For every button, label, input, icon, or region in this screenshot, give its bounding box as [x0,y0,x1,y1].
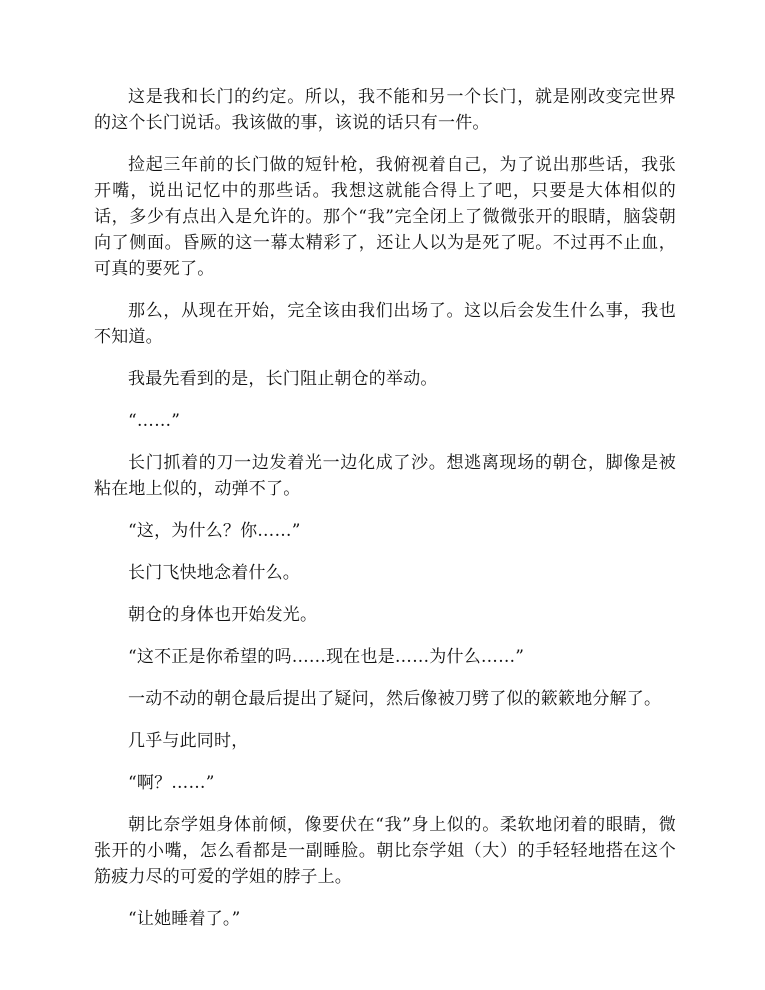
paragraph: “啊？……” [128,773,215,793]
paragraph: “这，为什么？你……” [128,521,301,541]
paragraph: 朝比奈学姐身体前倾，像要伏在“我”身上似的。柔软地闭着的眼睛，微张开的小嘴，怎么看都是一副睡脸。朝比奈学姐（大）的手轻轻地搭在这个筋疲力尽的可爱的学姐的脖子上。 [94,815,676,887]
paragraph: 捡起三年前的长门做的短针枪，我俯视着自己，为了说出那些话，我张开嘴，说出记忆中的那些话。我想这就能合得上了吧，只要是大体相似的话，多少有点出入是允许的。那个“我”完全闭上了微微张开的眼睛，脑袋朝向了侧面。昏厥的这一幕太精彩了，还让人以为是死了呢。不过再不止血，可真的要死了。 [94,155,676,279]
paragraph: “……” [128,411,181,431]
paragraph: 朝仓的身体也开始发光。 [128,605,318,625]
paragraph: “让她睡着了。” [128,909,241,929]
paragraph: 长门抓着的刀一边发着光一边化成了沙。想逃离现场的朝仓，脚像是被粘在地上似的，动弹不了。 [94,453,676,499]
paragraph: 那么，从现在开始，完全该由我们出场了。这以后会发生什么事，我也不知道。 [94,301,676,347]
paragraph: 这是我和长门的约定。所以，我不能和另一个长门，就是刚改变完世界的这个长门说话。我该做的事，该说的话只有一件。 [94,87,676,133]
document-page [94,84,676,948]
paragraph: “这不正是你希望的吗……现在也是……为什么……” [128,647,525,667]
paragraph: 几乎与此同时， [128,731,249,751]
paragraph: 长门飞快地念着什么。 [128,563,300,583]
paragraph: 一动不动的朝仓最后提出了疑问，然后像被刀劈了似的簌簌地分解了。 [128,689,662,709]
paragraph: 我最先看到的是，长门阻止朝仓的举动。 [128,369,438,389]
